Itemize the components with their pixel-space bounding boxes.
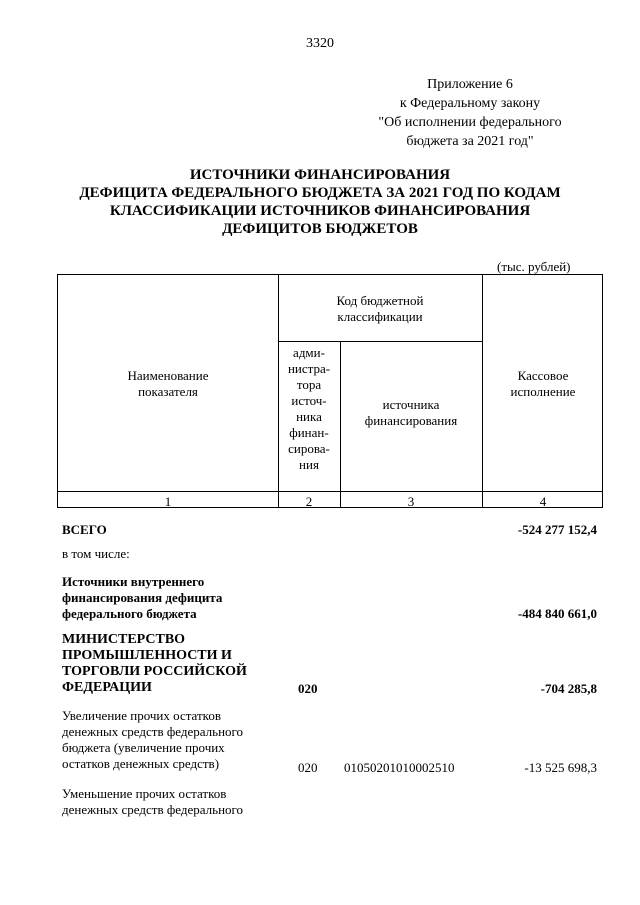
column-number: 1 [164,494,172,509]
row-domestic-label [62,574,274,622]
header-execution-column [482,368,604,400]
row-ministry-value: -704 285,8 [540,681,597,696]
label-line: ФЕДЕРАЦИИ [62,680,152,695]
label-line: Уменьшение прочих остатков [62,786,227,801]
appendix-line: Приложение 6 [427,77,513,92]
row-total-value: -524 277 152,4 [517,522,597,537]
row-increase-admin-code: 020 [298,760,318,775]
row-domestic-value: -484 840 661,0 [517,606,597,621]
label-line: Увеличение прочих остатков [62,708,221,723]
header-text: ника [296,409,322,424]
row-total-label: ВСЕГО [62,522,107,537]
title-line: ИСТОЧНИКИ ФИНАНСИРОВАНИЯ [189,167,451,183]
header-text: показателя [138,384,198,399]
title-line: ДЕФИЦИТОВ БЮДЖЕТОВ [222,221,418,237]
row-ministry-label [62,632,274,696]
row-increase-label [62,708,274,772]
header-text: исполнение [510,384,576,399]
label-line: ПРОМЫШЛЕННОСТИ И [62,648,232,663]
label-line: остатков денежных средств) [62,756,220,771]
header-code-group [278,293,482,325]
header-text: Наименование [127,368,209,383]
row-ministry-admin-code: 020 [298,681,318,696]
row-decrease-label [62,786,274,818]
label-line: МИНИСТЕРСТВО [62,632,186,647]
header-source-column [340,397,482,429]
header-text: финан- [289,425,329,440]
table-header [57,274,603,508]
label-line: денежных средств федерального [62,724,244,739]
label-line: ТОРГОВЛИ РОССИЙСКОЙ [62,664,247,679]
header-text: тора [296,377,322,392]
title-line: ДЕФИЦИТА ФЕДЕРАЛЬНОГО БЮДЖЕТА ЗА 2021 ГОД ПО КОДАМ [79,185,561,201]
appendix-line: к Федеральному закону [399,96,541,111]
page-number: 3320 [306,36,334,51]
appendix-line: бюджета за 2021 год" [406,134,534,149]
appendix-note [345,75,595,151]
column-number: 4 [539,494,547,509]
label-line: бюджета (увеличение прочих [62,740,225,755]
header-text: источ- [291,393,327,408]
label-line: финансирования дефицита [62,590,223,605]
header-text: классификации [337,309,423,324]
header-text: ния [299,457,319,472]
title-line: КЛАССИФИКАЦИИ ИСТОЧНИКОВ ФИНАНСИРОВАНИЯ [109,203,531,219]
column-number: 2 [305,494,313,509]
header-admin-column [278,345,340,473]
row-divider [58,491,602,492]
label-line: денежных средств федерального [62,802,244,817]
header-name-column [58,368,278,400]
header-text: адми- [293,345,325,360]
row-including-label: в том числе: [62,546,130,561]
header-text: Код бюджетной [336,293,424,308]
header-text: Кассовое [517,368,569,383]
header-text: источника [382,397,440,412]
row-increase-value: -13 525 698,3 [524,760,597,775]
label-line: Источники внутреннего [62,574,205,589]
document-title [40,166,600,238]
row-increase-source-code: 01050201010002510 [344,760,455,775]
label-line: федерального бюджета [62,606,197,621]
header-text: сирова- [288,441,330,456]
column-number: 3 [407,494,415,509]
row-divider [278,341,482,342]
header-text: нистра- [287,361,331,376]
header-text: финансирования [364,413,458,428]
appendix-line: "Об исполнении федерального [378,115,562,130]
unit-label: (тыс. рублей) [497,259,571,274]
